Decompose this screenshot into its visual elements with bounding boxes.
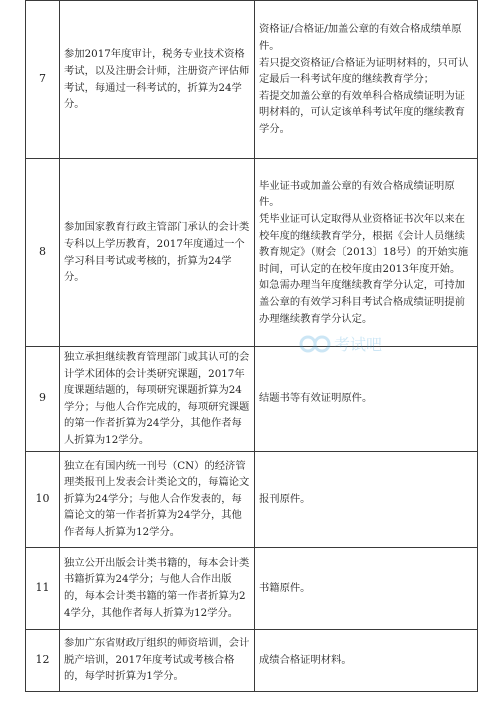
row-number: 7 <box>26 1 60 159</box>
credit-table <box>25 0 478 692</box>
condition-cell: 参加广东省财政厅组织的师资培训，会计脱产培训，2017年度考试或考核合格的，每学时折算为1学分。 <box>60 629 255 691</box>
table-row <box>26 347 478 452</box>
condition-cell: 参加国家教育行政主管部门承认的会计类专科以上学历教育，2017年度通过一个学习科目考试或考核的，折算为24学分。 <box>60 159 255 347</box>
evidence-cell: 结题书等有效证明原件。 <box>255 347 478 452</box>
evidence-cell: 毕业证书或加盖公章的有效合格成绩证明原件。 凭毕业证可认定取得从业资格证书次年以来在校年度的继续教育学分，根据《会计人员继续教育规定》（财会〔2013〕18号）的开始实施时间，可认定的在校年度由2013年度开始。 如急需办理当年度继续教育学分认定，可持加盖公章的有效学习科目考试合格成绩证明提前办理继续教育学分认定。 <box>255 159 478 347</box>
table-row <box>26 451 478 547</box>
evidence-cell: 报刊原件。 <box>255 451 478 547</box>
row-number: 11 <box>26 547 60 629</box>
table-row <box>26 159 478 347</box>
watermark-text: 考试吧 <box>334 335 383 354</box>
row-number: 9 <box>26 347 60 452</box>
evidence-cell: 成绩合格证明材料。 <box>255 629 478 691</box>
table-row <box>26 629 478 691</box>
condition-cell: 参加2017年度审计，税务专业技术资格考试，以及注册会计师，注册资产评估师考试，每通过一科考试的，折算为24学分。 <box>60 1 255 159</box>
table-row <box>26 1 478 159</box>
condition-cell: 独立公开出版会计类书籍的，每本会计类书籍折算为24学分；与他人合作出版的，每本会计类书籍的第一作者折算为24学分，其他作者每人折算为12学分。 <box>60 547 255 629</box>
evidence-cell: 资格证/合格证/加盖公章的有效合格成绩单原件。 若只提交资格证/合格证为证明材料的，只可认定最后一科考试年度的继续教育学分； 若提交加盖公章的有效单科合格成绩证明为证明材料的，可认定该单科考试年度的继续教育学分。 <box>255 1 478 159</box>
condition-cell: 独立承担继续教育管理部门或其认可的会计学术团体的会计类研究课题，2017年度课题结题的，每项研究课题折算为24学分；与他人合作完成的，每项研究课题的第一作者折算为24学分，其他作者每人折算为12学分。 <box>60 347 255 452</box>
row-number: 12 <box>26 629 60 691</box>
evidence-cell: 书籍原件。 <box>255 547 478 629</box>
document-page <box>25 0 477 693</box>
row-number: 8 <box>26 159 60 347</box>
row-number: 10 <box>26 451 60 547</box>
table-row <box>26 547 478 629</box>
condition-cell: 独立在有国内统一刊号（CN）的经济管理类报刊上发表会计类论文的，每篇论文折算为24学分；与他人合作发表的，每篇论文的第一作者折算为24学分，其他作者每人折算为12学分。 <box>60 451 255 547</box>
